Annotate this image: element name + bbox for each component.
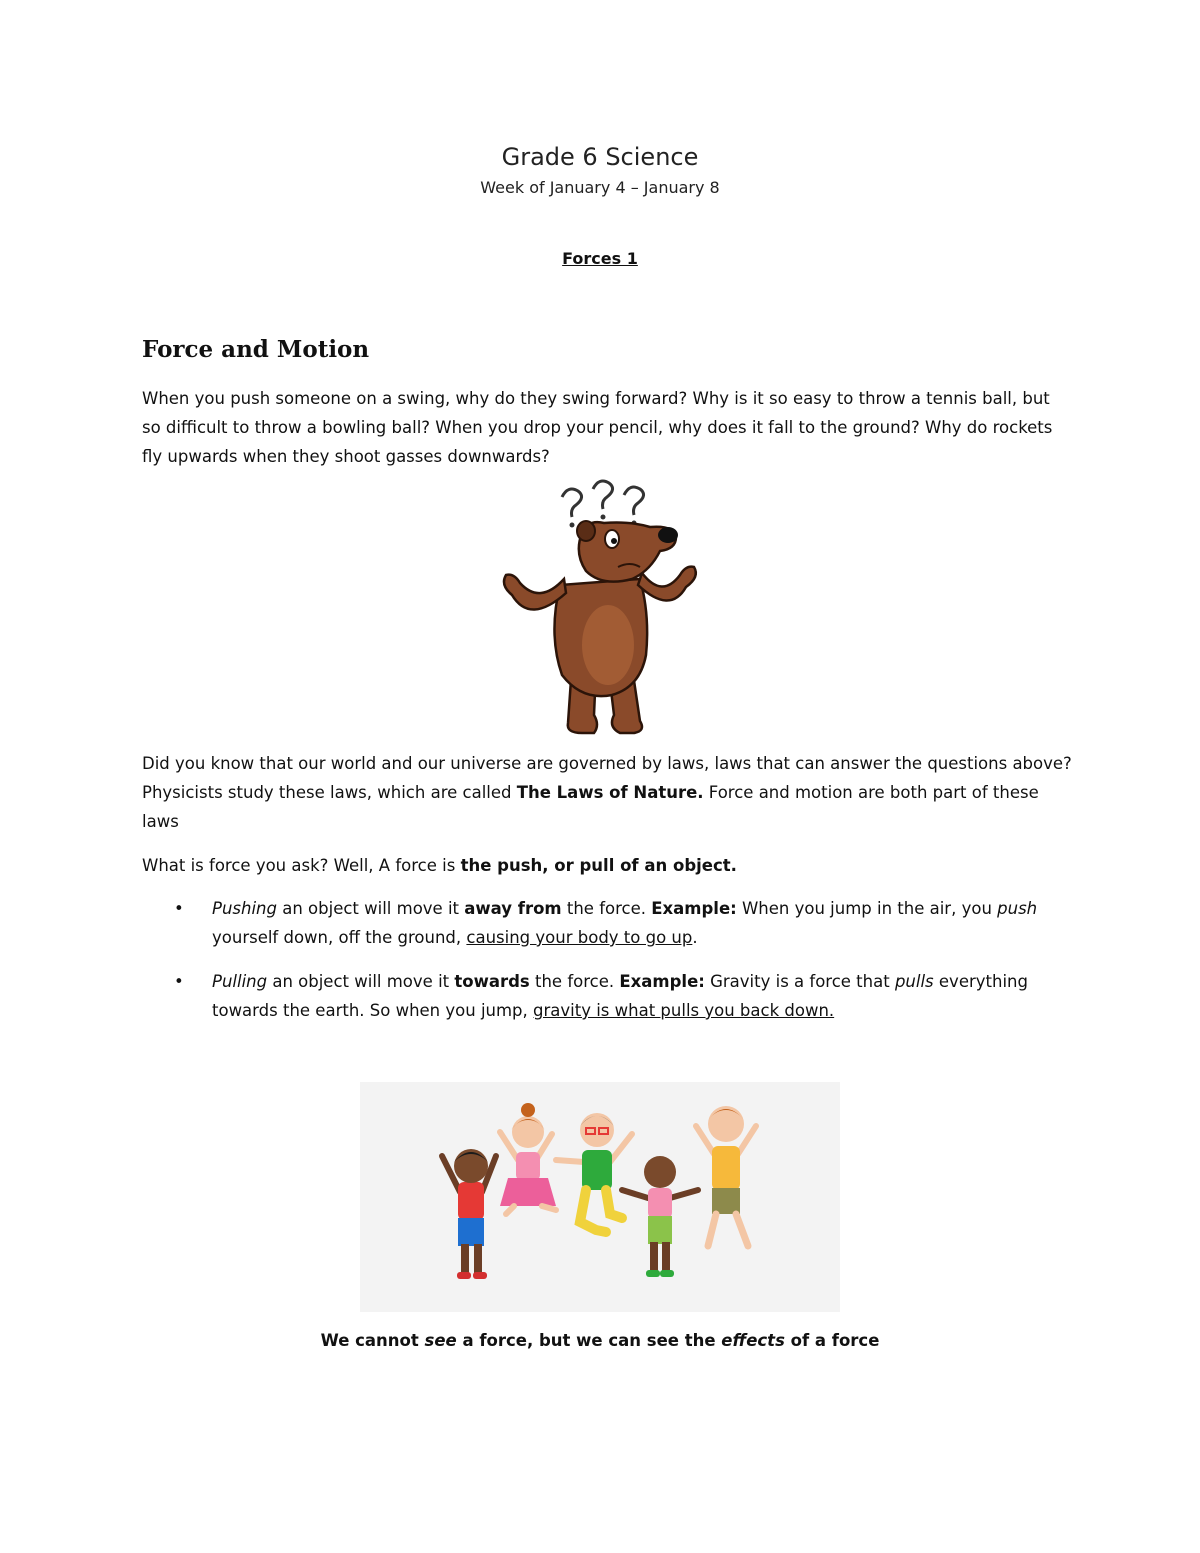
list-item bbox=[142, 967, 1072, 1025]
list-item bbox=[142, 894, 1072, 952]
laws-paragraph bbox=[142, 749, 1072, 836]
jumping-children-illustration bbox=[360, 1082, 840, 1312]
bullet-text: an object will move it bbox=[276, 899, 465, 918]
bullet-bold: away from bbox=[464, 899, 562, 918]
page-subtitle: Week of January 4 – January 8 bbox=[480, 178, 720, 197]
bullet-text: When you jump in the air, you bbox=[736, 899, 998, 918]
laws-text-after: Force and motion are both part of these laws bbox=[142, 783, 1039, 831]
bullet-emphasis: push bbox=[997, 899, 1038, 918]
definition-bold: the push, or pull of an object. bbox=[460, 856, 737, 875]
intro-paragraph: When you push someone on a swing, why do they swing forward? Why is it so easy to throw a tennis ball, but so difficult to throw a bowling ball? When you drop your pencil, why does it fall to the ground? Why do rockets fly upwards when they shoot gasses downwards? bbox=[142, 389, 1053, 466]
caption-emphasis: effects bbox=[721, 1331, 785, 1350]
bullet-text: the force. bbox=[561, 899, 652, 918]
bullet-text: everything towards the earth. So when you jump, bbox=[212, 972, 1028, 1020]
definition-text: What is force you ask? Well, A force is bbox=[142, 856, 461, 875]
definition-paragraph bbox=[142, 851, 1072, 880]
lesson-title: Forces 1 bbox=[562, 249, 638, 268]
bullet-term: Pulling bbox=[212, 972, 268, 991]
laws-text-before: Did you know that our world and our universe are governed by laws, laws that can answer the questions above? Physicists study these laws, which are called bbox=[142, 754, 1072, 802]
bullet-text: Gravity is a force that bbox=[704, 972, 895, 991]
bullet-underlined: causing your body to go up bbox=[466, 928, 693, 947]
caption bbox=[0, 1331, 1200, 1350]
caption-emphasis: see bbox=[424, 1331, 457, 1350]
bullet-bold: towards bbox=[454, 972, 530, 991]
caption-text: of a force bbox=[784, 1331, 880, 1350]
example-label: Example: bbox=[651, 899, 737, 918]
bullet-icon: • bbox=[174, 972, 184, 991]
bullet-underlined: gravity is what pulls you back down. bbox=[533, 1001, 835, 1020]
bullet-icon: • bbox=[174, 899, 184, 918]
bullet-text: yourself down, off the ground, bbox=[212, 928, 467, 947]
bullet-term: Pushing bbox=[212, 899, 277, 918]
caption-text: We cannot bbox=[320, 1331, 425, 1350]
section-heading: Force and Motion bbox=[142, 336, 370, 363]
force-bullet-list bbox=[142, 894, 1072, 1040]
example-label: Example: bbox=[619, 972, 705, 991]
caption-text: a force, but we can see the bbox=[456, 1331, 722, 1350]
bullet-text: an object will move it bbox=[267, 972, 455, 991]
bullet-text: the force. bbox=[529, 972, 620, 991]
confused-bear-illustration bbox=[490, 475, 710, 740]
bullet-text: . bbox=[692, 928, 698, 947]
laws-of-nature: The Laws of Nature. bbox=[516, 783, 704, 802]
bullet-emphasis: pulls bbox=[894, 972, 934, 991]
page-title: Grade 6 Science bbox=[501, 143, 699, 171]
